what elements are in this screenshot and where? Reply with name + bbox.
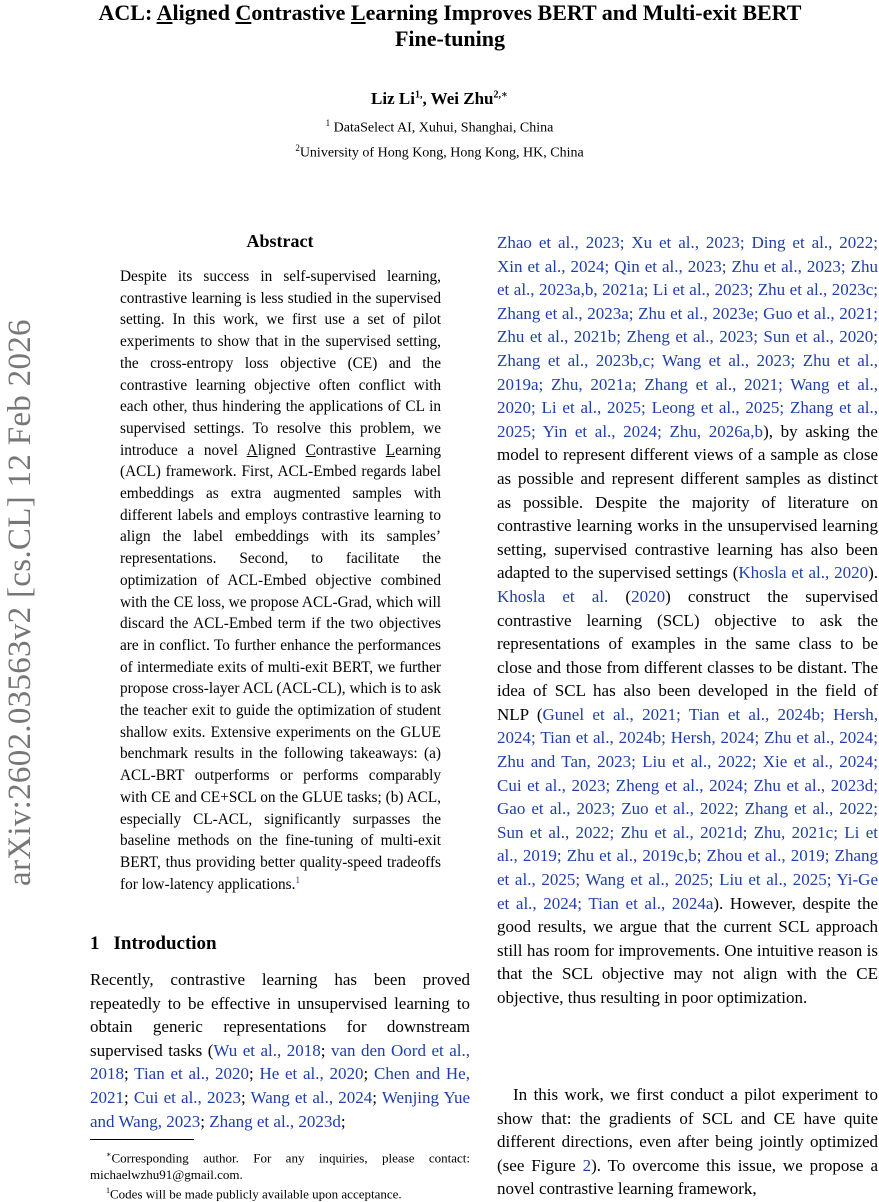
citation-link[interactable]: Cui et al., 2023 (133, 1087, 241, 1107)
footnote-corresponding-author: ∗Corresponding author. For any inquiries, please contact: michaelwzhu91@gmail.com. (90, 1150, 470, 1183)
citation-link[interactable]: Wu et al., 2018 (213, 1040, 321, 1060)
author-list: Liz $Li^{1,}$, Wei Zhu$^{2,∗}$ (371, 89, 508, 108)
abstract-body: Despite its success in self-supervised learning, contrastive learning is less studied in the supervised setting. In this work, we first use a set of pilot experiments to show that in the supervised setting, the cross-entropy loss objective (CE) and the contrastive learning objective often conflict with each other, thus hindering the applications of CL in supervised settings. To resolve this problem, we introduce a novel Aligned Contrastive Learning (ACL) framework. First, ACL-Embed regards label embeddings as extra augmented samples with different labels and employs contrastive learning to align the label embeddings with its samples’ representations. Second, to facilitate the optimization of ACL-Embed objective combined with the CE loss, we propose ACL-Grad, which will discard the ACL-Embed term if the two objectives are in conflict. To further enhance the performances of intermediate exits of multi-exit BERT, we further propose cross-layer ACL (ACL-CL), which is to ask the teacher exit to guide the optimization of student shallow exits. Extensive experiments on the GLUE benchmark results in the following takeaways: (a) ACL-BRT outperforms or performs comparably with CE and CE+SCL on the GLUE tasks; (b) ACL, especially CL-ACL, significantly surpasses the baseline methods on the fine-tuning of multi-exit BERT, thus providing better quality-speed tradeoffs for low-latency applications.$^1$ (120, 268, 441, 893)
footnote-code-release: $^1$Codes will be made publicly available upon acceptance. (106, 1186, 402, 1202)
author-2: Wei Zhu (430, 89, 494, 108)
affiliation-1: $^1$ DataSelect AI, Xuhui, Shanghai, China (325, 118, 554, 136)
section-heading-introduction: 1 Introduction (90, 933, 217, 954)
footnote-link[interactable]: 1 (295, 874, 300, 885)
citation-link[interactable]: Khosla et al., 2020 (738, 563, 869, 583)
title-line-2: Fine-tuning (394, 26, 506, 51)
introduction-paragraph: Recently, contrastive learning has been proved repeatedly to be effective in unsupervised learning to obtain generic representations for downstream supervised tasks (Wu et al., 2018; van den Oord et al., 2018; Tian et al., 2020; He et al., 2020; Chen and He, 2021; Cui et al., 2023; Wang et al., 2024; Wenjing Yue and Wang, 2023; Zhang et al., 2023d; (90, 970, 470, 1131)
citation-list[interactable]: Gunel et al., 2021; Tian et al., 2024b; Hersh, 2024; Tian et al., 2024b; Hersh, 2024; Zhu et al., 2024; Zhu and Tan, 2023; Liu et al., 2022; Xie et al., 2024; Cui et al., 2023; Zheng et al., 2024; Zhu et al., 2023d; Gao et al., 2023; Zuo et al., 2022; Zhang et al., 2022; Sun et al., 2022; Zhu et al., 2021d; Zhu, 2021c; Li et al., 2019; Zhu et al., 2019c,b; Zhou et al., 2019; Zhang et al., 2025; Wang et al., 2025; Liu et al., 2025; Yi-Ge et al., 2024; Tian et al., 2024a (497, 704, 878, 913)
arxiv-identifier: arXiv:2602.03563v2 [cs.CL] 12 Feb 2026 (2, 319, 38, 886)
citation-link[interactable]: Tian et al., 2020 (134, 1064, 249, 1084)
affiliation-2: $^2$University of Hong Kong, Hong Kong, HK, China (295, 143, 584, 161)
citation-link[interactable]: van den Oord et al., 2018 (90, 1040, 470, 1084)
paper-title (60, 0, 840, 52)
citation-link[interactable]: Wang et al., 2024 (250, 1087, 373, 1107)
footnote-divider (90, 1139, 194, 1140)
right-column-paragraph-2: In this work, we first conduct a pilot experiment to show that: the gradients of SCL and CE have quite different directions, even after being jointly optimized (see Figure 2). To overcome this issue, we propose a novel contrastive learning framework, (497, 1085, 878, 1199)
citation-link[interactable]: Wenjing Yue and Wang, 2023 (90, 1087, 470, 1131)
citation-link[interactable]: 2020 (631, 586, 666, 606)
citation-link[interactable]: He et al., 2020 (259, 1064, 364, 1084)
abstract-heading: Abstract (246, 231, 314, 251)
author-1: Liz Li (371, 89, 415, 108)
title-line-1: ACL: Aligned Contrastive Learning Improves BERT and Multi-exit BERT (98, 0, 802, 25)
figure-reference-link[interactable]: 2 (582, 1155, 592, 1175)
citation-link[interactable]: Khosla et al. (497, 586, 609, 606)
citation-link[interactable]: Zhang et al., 2023d (209, 1111, 341, 1131)
citation-list[interactable]: Zhao et al., 2023; Xu et al., 2023; Ding et al., 2022; Xin et al., 2024; Qin et al., 2023; Zhu et al., 2023; Zhu et al., 2023a,b, 2021a; Li et al., 2023; Zhu et al., 2023c; Zhang et al., 2023a; Zhu et al., 2023e; Guo et al., 2021; Zhu et al., 2021b; Zheng et al., 2023; Sun et al., 2020; Zhang et al., 2023b,c; Wang et al., 2023; Zhu et al., 2019a; Zhu, 2021a; Zhang et al., 2021; Wang et al., 2020; Li et al., 2025; Leong et al., 2025; Zhang et al., 2025; Yin et al., 2024; Zhu, 2026a,b (497, 233, 878, 441)
citation-link[interactable]: Chen and He, 2021 (90, 1064, 470, 1107)
right-column-paragraph: Zhao et al., 2023; Xu et al., 2023; Ding et al., 2022; Xin et al., 2024; Qin et al., 2023; Zhu et al., 2023; Zhu et al., 2023a,b, 2021a; Li et al., 2023; Zhu et al., 2023c; Zhang et al., 2023a; Zhu et al., 2023e; Guo et al., 2021; Zhu et al., 2021b; Zheng et al., 2023; Sun et al., 2020; Zhang et al., 2023b,c; Wang et al., 2023; Zhu et al., 2019a; Zhu, 2021a; Zhang et al., 2021; Wang et al., 2020; Li et al., 2025; Leong et al., 2025; Zhang et al., 2025; Yin et al., 2024; Zhu, 2026a,b), by asking the model to represent different views of a sample as close as possible and represent different samples as distinct as possible. Despite the majority of literature on contrastive learning works in the unsupervised learning setting, supervised contrastive learning has also been adapted to the supervised settings (Khosla et al., 2020). Khosla et al. (2020) construct the supervised contrastive learning (SCL) objective to ask the representations of examples in the same class to be close and those from different classes to be distant. The idea of SCL has also been developed in the field of NLP (Gunel et al., 2021; Tian et al., 2024b; Hersh, 2024; Tian et al., 2024b; Hersh, 2024; Zhu et al., 2024; Zhu and Tan, 2023; Liu et al., 2022; Xie et al., 2024; Cui et al., 2023; Zheng et al., 2024; Zhu et al., 2023d; Gao et al., 2023; Zuo et al., 2022; Zhang et al., 2022; Sun et al., 2022; Zhu et al., 2021d; Zhu, 2021c; Li et al., 2019; Zhu et al., 2019c,b; Zhou et al., 2019; Zhang et al., 2025; Wang et al., 2025; Liu et al., 2025; Yi-Ge et al., 2024; Tian et al., 2024a). However, despite the good results, we argue that the current SCL approach still has room for improvements. One intuitive reason is that the SCL objective may not align with the CE objective, thus resulting in poor optimization. (497, 233, 879, 1007)
